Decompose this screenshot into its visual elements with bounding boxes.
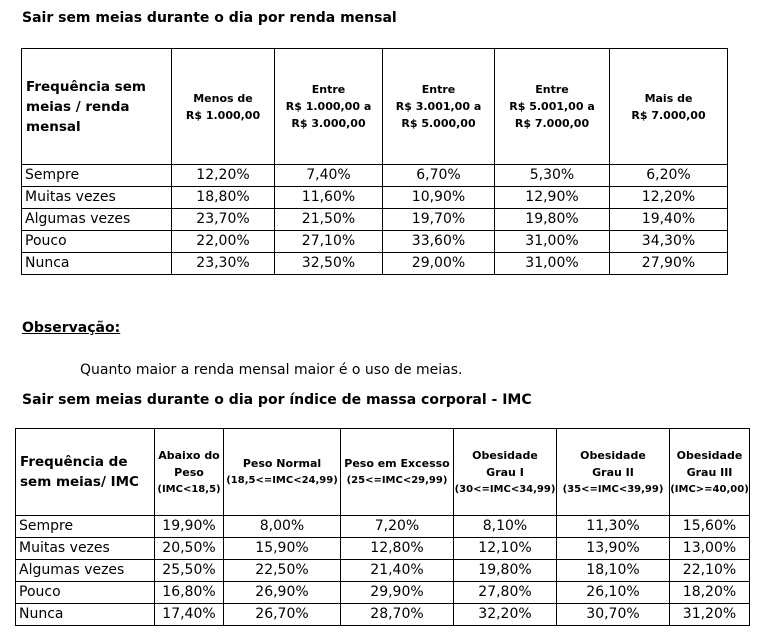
row-label: Pouco	[22, 231, 172, 253]
table-cell: 23,30%	[172, 253, 275, 275]
table-cell: 20,50%	[155, 538, 224, 560]
observation-text: Quanto maior a renda mensal maior é o uso de meias.	[80, 362, 463, 378]
table-row	[22, 165, 728, 187]
table-row	[22, 253, 728, 275]
table-cell: 12,80%	[341, 538, 454, 560]
table-cell: 18,80%	[172, 187, 275, 209]
bmi-frequency-table	[15, 428, 750, 626]
table-cell: 11,60%	[275, 187, 383, 209]
bmi-col-header: Peso Normal (18,5<=IMC<24,99)	[224, 429, 341, 516]
table-cell: 23,70%	[172, 209, 275, 231]
table-cell: 19,80%	[454, 560, 557, 582]
observation-heading: Observação:	[22, 320, 121, 336]
bmi-col-header: Peso em Excesso (25<=IMC<29,99)	[341, 429, 454, 516]
table-cell: 21,50%	[275, 209, 383, 231]
table-cell: 8,10%	[454, 516, 557, 538]
table-row	[16, 604, 750, 626]
table-cell: 7,20%	[341, 516, 454, 538]
table-cell: 28,70%	[341, 604, 454, 626]
bmi-table-title: Sair sem meias durante o dia por índice de massa corporal - IMC	[22, 392, 532, 408]
table-cell: 17,40%	[155, 604, 224, 626]
table-cell: 27,80%	[454, 582, 557, 604]
row-label: Nunca	[22, 253, 172, 275]
table-cell: 6,20%	[610, 165, 728, 187]
bmi-col-header: Abaixo do Peso (IMC<18,5)	[155, 429, 224, 516]
income-col-header: Menos de R$ 1.000,00	[172, 49, 275, 165]
table-cell: 29,90%	[341, 582, 454, 604]
table-cell: 10,90%	[383, 187, 495, 209]
table-cell: 22,00%	[172, 231, 275, 253]
table-cell: 19,40%	[610, 209, 728, 231]
table-cell: 31,00%	[495, 253, 610, 275]
row-label: Sempre	[22, 165, 172, 187]
table-row	[22, 209, 728, 231]
row-label: Sempre	[16, 516, 155, 538]
table-cell: 26,90%	[224, 582, 341, 604]
table-cell: 15,90%	[224, 538, 341, 560]
table-row	[16, 516, 750, 538]
table-cell: 22,50%	[224, 560, 341, 582]
table-row	[16, 560, 750, 582]
row-label: Muitas vezes	[16, 538, 155, 560]
table-cell: 34,30%	[610, 231, 728, 253]
income-col-header: Entre R$ 3.001,00 a R$ 5.000,00	[383, 49, 495, 165]
table-cell: 6,70%	[383, 165, 495, 187]
table-cell: 32,50%	[275, 253, 383, 275]
income-col-header: Entre R$ 5.001,00 a R$ 7.000,00	[495, 49, 610, 165]
row-label: Algumas vezes	[16, 560, 155, 582]
table-cell: 19,90%	[155, 516, 224, 538]
table-cell: 33,60%	[383, 231, 495, 253]
table-cell: 13,00%	[670, 538, 750, 560]
table-cell: 19,80%	[495, 209, 610, 231]
table-cell: 32,20%	[454, 604, 557, 626]
table-row	[16, 538, 750, 560]
table-cell: 21,40%	[341, 560, 454, 582]
row-label: Muitas vezes	[22, 187, 172, 209]
income-table-title: Sair sem meias durante o dia por renda mensal	[22, 10, 397, 26]
income-col-header: Mais de R$ 7.000,00	[610, 49, 728, 165]
bmi-row-header: Frequência de sem meias/ IMC	[16, 429, 155, 516]
table-cell: 12,90%	[495, 187, 610, 209]
table-cell: 27,90%	[610, 253, 728, 275]
table-cell: 26,10%	[557, 582, 670, 604]
table-cell: 12,20%	[172, 165, 275, 187]
table-cell: 27,10%	[275, 231, 383, 253]
table-cell: 31,00%	[495, 231, 610, 253]
table-cell: 31,20%	[670, 604, 750, 626]
table-cell: 29,00%	[383, 253, 495, 275]
table-cell: 15,60%	[670, 516, 750, 538]
table-cell: 11,30%	[557, 516, 670, 538]
table-cell: 16,80%	[155, 582, 224, 604]
table-cell: 18,10%	[557, 560, 670, 582]
table-row	[22, 231, 728, 253]
bmi-col-header: Obesidade Grau I (30<=IMC<34,99)	[454, 429, 557, 516]
table-cell: 12,20%	[610, 187, 728, 209]
table-cell: 18,20%	[670, 582, 750, 604]
row-label: Nunca	[16, 604, 155, 626]
income-frequency-table	[21, 48, 728, 275]
table-cell: 19,70%	[383, 209, 495, 231]
table-cell: 8,00%	[224, 516, 341, 538]
table-cell: 12,10%	[454, 538, 557, 560]
row-label: Pouco	[16, 582, 155, 604]
table-cell: 25,50%	[155, 560, 224, 582]
table-cell: 13,90%	[557, 538, 670, 560]
bmi-col-header: Obesidade Grau III (IMC>=40,00)	[670, 429, 750, 516]
table-cell: 5,30%	[495, 165, 610, 187]
table-row	[22, 187, 728, 209]
table-cell: 22,10%	[670, 560, 750, 582]
bmi-col-header: Obesidade Grau II (35<=IMC<39,99)	[557, 429, 670, 516]
row-label: Algumas vezes	[22, 209, 172, 231]
table-cell: 30,70%	[557, 604, 670, 626]
table-cell: 26,70%	[224, 604, 341, 626]
income-col-header: Entre R$ 1.000,00 a R$ 3.000,00	[275, 49, 383, 165]
table-row	[16, 582, 750, 604]
table-cell: 7,40%	[275, 165, 383, 187]
income-row-header: Frequência sem meias / renda mensal	[22, 49, 172, 165]
